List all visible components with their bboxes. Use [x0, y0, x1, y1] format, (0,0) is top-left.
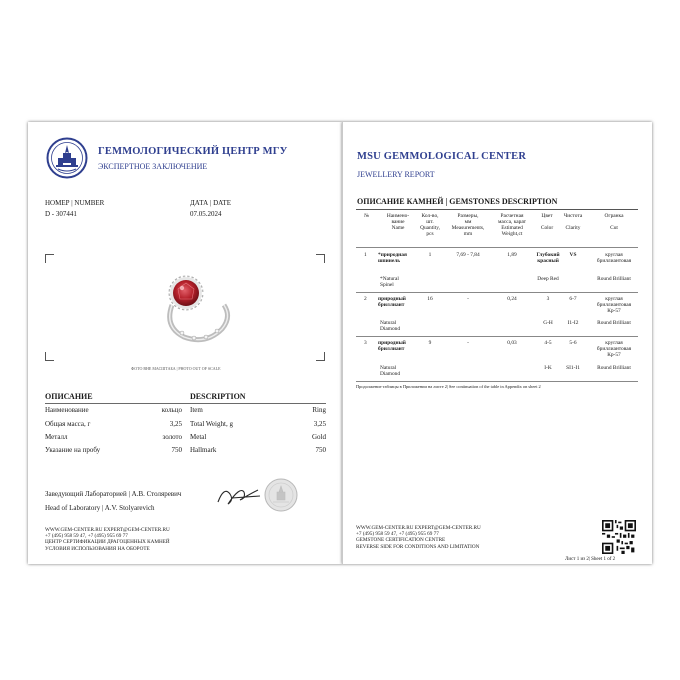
stone-name-ru: природный бриллиант: [378, 296, 406, 309]
right-footer-web-link[interactable]: WWW.GEM-CENTER.RU EXPERT@GEM-CENTER.RU: [356, 525, 481, 531]
row-item-label-en: Item: [190, 406, 203, 414]
left-footer-centre: ЦЕНТР СЕРТИФИКАЦИИ ДРАГОЦЕННЫХ КАМНЕЙ: [45, 539, 170, 546]
right-footer: [356, 525, 481, 550]
left-footer-conditions: УСЛОВИЯ ИСПОЛЬЗОВАНИЯ НА ОБОРОТЕ: [45, 545, 150, 552]
org-name-en: MSU GEMMOLOGICAL CENTER: [357, 151, 527, 162]
row-weight-value-en: 3,25: [313, 420, 326, 428]
row-hallmark-value-en: 750: [315, 446, 326, 454]
crop-mark-top-left: [45, 254, 54, 263]
col-qty-ru: Кол-во, шт.: [421, 213, 439, 226]
col-size-ru: Размеры, мм: [457, 213, 479, 226]
report-subtitle-ru: ЭКСПЕРТНОЕ ЗАКЛЮЧЕНИЕ: [98, 162, 208, 171]
stone-clarity-en: SI1-I1: [566, 365, 580, 371]
stone-color-ru: Глубокий красный: [536, 252, 560, 265]
head-of-lab-en: Head of Laboratory | A.V. Stolyarevich: [45, 504, 155, 512]
stone-cut-ru: круглая бриллиантовая Кр-57: [596, 340, 632, 359]
org-name-ru: ГЕММОЛОГИЧЕСКИЙ ЦЕНТР МГУ: [98, 146, 288, 157]
stone-color-en: I-K: [544, 365, 552, 371]
stone-no: 2: [364, 296, 367, 302]
number-value: D - 307441: [45, 210, 77, 218]
photo-caption: ФОТО ВНЕ МАСШТАБА | PHOTO OUT OF SCALE: [131, 366, 221, 371]
stone-weight: 1,89: [507, 252, 517, 258]
description-divider: [45, 403, 326, 404]
stone-clarity-ru: 6-7: [569, 296, 577, 302]
date-label: ДАТА | DATE: [190, 199, 231, 207]
stone-name-ru: *природная шпинель: [378, 252, 407, 265]
stone-cut-en: Round Brilliant: [597, 365, 631, 371]
right-footer-conditions: REVERSE SIDE FOR CONDITIONS AND LIMITATION: [356, 543, 480, 550]
stone-row-divider: [356, 336, 638, 337]
stone-cut-ru: круглая бриллиантовая: [596, 252, 632, 265]
signature: [214, 480, 264, 510]
col-clarity-ru: Чистота: [563, 213, 583, 219]
stone-size: -: [467, 296, 469, 302]
stone-size: 7,69 - 7,84: [456, 252, 480, 258]
gemstones-title-divider: [356, 209, 638, 210]
sheet-label: Лист 1 из 2| Sheet 1 of 2: [565, 557, 616, 562]
row-hallmark-label-en: Hallmark: [190, 446, 217, 454]
report-subtitle-en: JEWELLERY REPORT: [357, 170, 435, 179]
description-heading-en: DESCRIPTION: [190, 392, 246, 401]
col-name-en: Name: [391, 225, 405, 231]
stone-no: 1: [364, 252, 367, 258]
col-size-en: Measurements, mm: [451, 225, 485, 238]
col-cut-ru: Огранка: [604, 213, 624, 219]
stone-size: -: [467, 340, 469, 346]
col-qty-en: Quantity, pcs: [420, 225, 440, 238]
row-item-label-ru: Наименование: [45, 406, 89, 414]
hologram-seal-icon: [264, 478, 298, 512]
stone-qty: 9: [428, 340, 432, 346]
row-item-value-en: Ring: [312, 406, 326, 414]
stone-name-en: Natural Diamond: [380, 320, 401, 333]
row-item-value-ru: кольцо: [161, 406, 182, 414]
gemstones-section-title: ОПИСАНИЕ КАМНЕЙ | GEMSTONES DESCRIPTION: [357, 197, 558, 206]
left-footer: [45, 527, 170, 552]
col-cut-en: Cut: [610, 225, 618, 231]
stone-name-ru: природный бриллиант: [378, 340, 406, 353]
left-footer-phone: +7 (495) 958 59 47, +7 (495) 955 69 77: [45, 533, 128, 540]
col-name-ru: Наимено- вание: [386, 213, 410, 226]
right-footer-phone: +7 (495) 958 59 47, +7 (495) 955 69 77: [356, 531, 439, 538]
row-weight-label-en: Total Weight, g: [190, 420, 233, 428]
stone-qty: 16: [427, 296, 433, 302]
crop-mark-bottom-left: [45, 352, 54, 361]
col-no: №: [364, 213, 370, 219]
head-name-ru: | А.В. Столяревич: [128, 490, 182, 498]
row-metal-value-en: Gold: [312, 433, 326, 441]
stone-cut-en: Round Brilliant: [597, 276, 631, 282]
row-metal-label-ru: Металл: [45, 433, 68, 441]
col-clarity-en: Clarity: [565, 225, 581, 231]
head-name-en: | A.V. Stolyarevich: [101, 504, 155, 512]
stone-clarity-ru: 5-6: [569, 340, 577, 346]
sheet-fold-line: [342, 122, 343, 564]
crop-mark-bottom-right: [316, 352, 325, 361]
stone-row-divider: [356, 381, 638, 382]
right-footer-centre: GEMSTONE CERTIFICATION CENTRE: [356, 537, 446, 544]
row-metal-label-en: Metal: [190, 433, 207, 441]
col-color-ru: Цвет: [541, 213, 553, 219]
number-label: НОМЕР | NUMBER: [45, 199, 105, 207]
stone-color-ru: 4-5: [544, 340, 552, 346]
msu-emblem-icon: [46, 137, 88, 179]
stone-qty: 1: [428, 252, 432, 258]
stone-clarity-ru: VS: [569, 252, 577, 258]
left-footer-web-link[interactable]: WWW.GEM-CENTER.RU EXPERT@GEM-CENTER.RU: [45, 527, 170, 533]
row-metal-value-ru: золото: [162, 433, 182, 441]
row-weight-label-ru: Общая масса, г: [45, 420, 91, 428]
col-color-en: Color: [540, 225, 554, 231]
stone-row-divider: [356, 292, 638, 293]
stone-color-en: Deep Red: [537, 276, 559, 282]
stone-cut-en: Round Brilliant: [597, 320, 631, 326]
row-hallmark-label-ru: Указание на пробу: [45, 446, 101, 454]
description-heading-ru: ОПИСАНИЕ: [45, 392, 93, 401]
stone-clarity-en: I1-I2: [567, 320, 579, 326]
gemstone-header-divider: [356, 247, 638, 248]
head-of-lab-ru: Заведующий Лабораторией | А.В. Столяревич: [45, 490, 182, 498]
col-weight-ru: Расчетная масса, карат: [498, 213, 526, 226]
stone-name-en: Natural Diamond: [380, 365, 401, 378]
stone-weight: 0,03: [507, 340, 517, 346]
qr-code-icon[interactable]: [602, 520, 636, 554]
row-hallmark-value-ru: 750: [171, 446, 182, 454]
col-weight-en: Estimated Weight,ct: [501, 225, 523, 238]
crop-mark-top-right: [316, 254, 325, 263]
stone-color-ru: 3: [546, 296, 550, 302]
stone-name-en: *Natural Spinel: [380, 276, 399, 289]
continuation-note: Продолжение таблицы в Приложении на листе 2| See continuation of the table in Appendix on sheet 2: [356, 384, 541, 389]
stone-cut-ru: круглая бриллиантовая Кр-57: [596, 296, 632, 315]
row-weight-value-ru: 3,25: [169, 420, 182, 428]
ring-photo: [148, 265, 248, 347]
stone-no: 3: [364, 340, 367, 346]
stone-color-en: G-H: [543, 320, 553, 326]
stone-weight: 0,24: [507, 296, 517, 302]
date-value: 07.05.2024: [190, 210, 222, 218]
